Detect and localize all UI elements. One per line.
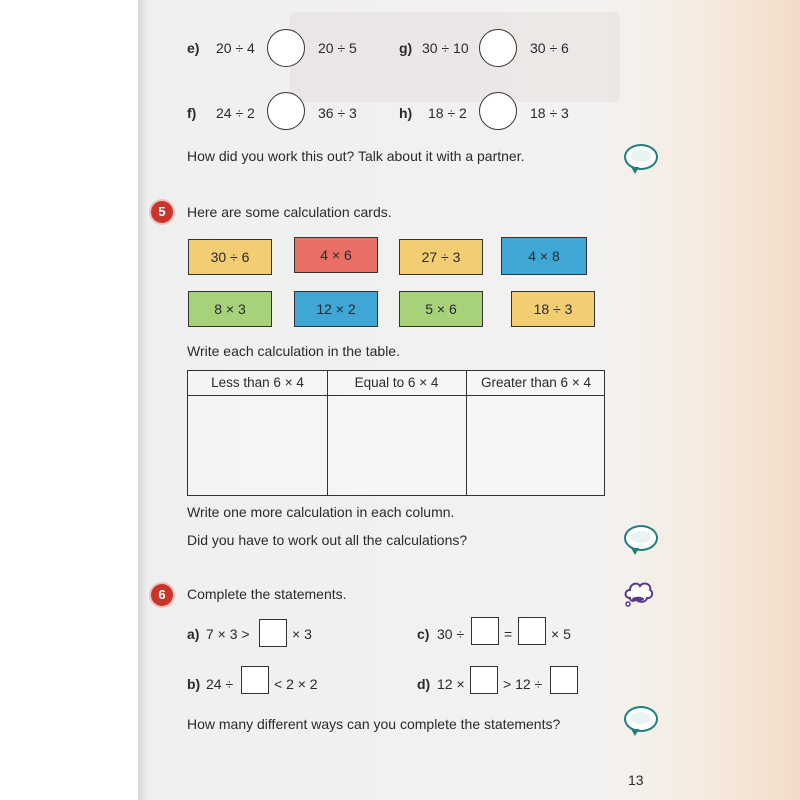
item-a-label: a) (187, 626, 200, 642)
item-e-label: e) (187, 40, 200, 56)
item-d-middle: > 12 ÷ (503, 676, 543, 692)
item-h-right: 18 ÷ 3 (530, 105, 569, 121)
speech-bubble-icon (624, 144, 658, 170)
item-c-prefix: 30 ÷ (437, 626, 465, 642)
item-h-answer-circle[interactable] (479, 92, 517, 130)
column-header-greater: Greater than 6 × 4 (481, 375, 591, 390)
reflection-question: Did you have to work out all the calculations? (187, 532, 468, 548)
question-5-intro: Here are some calculation cards. (187, 204, 392, 220)
item-b-prefix: 24 ÷ (206, 676, 234, 692)
item-d-answer-box-1[interactable] (470, 666, 498, 694)
calc-card: 30 ÷ 6 (188, 239, 272, 275)
item-a-suffix: × 3 (292, 626, 312, 642)
page-binding-shadow (138, 0, 148, 800)
item-c-equals: = (504, 626, 513, 642)
extension-instruction: Write one more calculation in each column. (187, 504, 455, 520)
column-header-less: Less than 6 × 4 (211, 375, 304, 390)
item-h-left: 18 ÷ 2 (428, 105, 467, 121)
calc-card: 4 × 8 (501, 237, 587, 275)
answer-cell-greater[interactable] (467, 396, 605, 496)
calc-card: 8 × 3 (188, 291, 272, 327)
item-a-answer-box[interactable] (259, 619, 287, 647)
thinking-cloud-icon (622, 578, 654, 608)
item-f-right: 36 ÷ 3 (318, 105, 357, 121)
question-5-badge: 5 (151, 201, 173, 223)
item-d-answer-box-2[interactable] (550, 666, 578, 694)
item-d-label: d) (417, 676, 431, 692)
answer-cell-equal[interactable] (328, 396, 466, 496)
calc-card: 4 × 6 (294, 237, 378, 273)
item-e-right: 20 ÷ 5 (318, 40, 357, 56)
item-g-left: 30 ÷ 10 (422, 40, 469, 56)
column-header-equal: Equal to 6 × 4 (354, 375, 439, 390)
item-c-label: c) (417, 626, 430, 642)
discussion-prompt: How did you work this out? Talk about it with a partner. (187, 148, 525, 164)
page-number: 13 (628, 772, 644, 788)
sorting-table (187, 370, 605, 496)
item-f-label: f) (187, 105, 197, 121)
item-e-left: 20 ÷ 4 (216, 40, 255, 56)
item-c-suffix: × 5 (551, 626, 571, 642)
question-6-intro: Complete the statements. (187, 586, 347, 602)
calc-card: 18 ÷ 3 (511, 291, 595, 327)
speech-bubble-icon (624, 525, 658, 551)
item-g-right: 30 ÷ 6 (530, 40, 569, 56)
table-instruction: Write each calculation in the table. (187, 343, 400, 359)
item-g-answer-circle[interactable] (479, 29, 517, 67)
speech-bubble-icon (624, 706, 658, 732)
item-b-answer-box[interactable] (241, 666, 269, 694)
item-f-answer-circle[interactable] (267, 92, 305, 130)
answer-cell-less[interactable] (188, 396, 327, 496)
item-d-prefix: 12 × (437, 676, 465, 692)
calc-card: 12 × 2 (294, 291, 378, 327)
item-b-label: b) (187, 676, 201, 692)
calc-card: 5 × 6 (399, 291, 483, 327)
item-b-suffix: < 2 × 2 (274, 676, 318, 692)
item-a-prefix: 7 × 3 > (206, 626, 250, 642)
item-f-left: 24 ÷ 2 (216, 105, 255, 121)
closing-question: How many different ways can you complete the statements? (187, 716, 561, 732)
item-c-answer-box-1[interactable] (471, 617, 499, 645)
item-h-label: h) (399, 105, 413, 121)
item-e-answer-circle[interactable] (267, 29, 305, 67)
question-6-badge: 6 (151, 584, 173, 606)
calc-card: 27 ÷ 3 (399, 239, 483, 275)
show-through-banner (290, 12, 620, 102)
item-c-answer-box-2[interactable] (518, 617, 546, 645)
item-g-label: g) (399, 40, 413, 56)
